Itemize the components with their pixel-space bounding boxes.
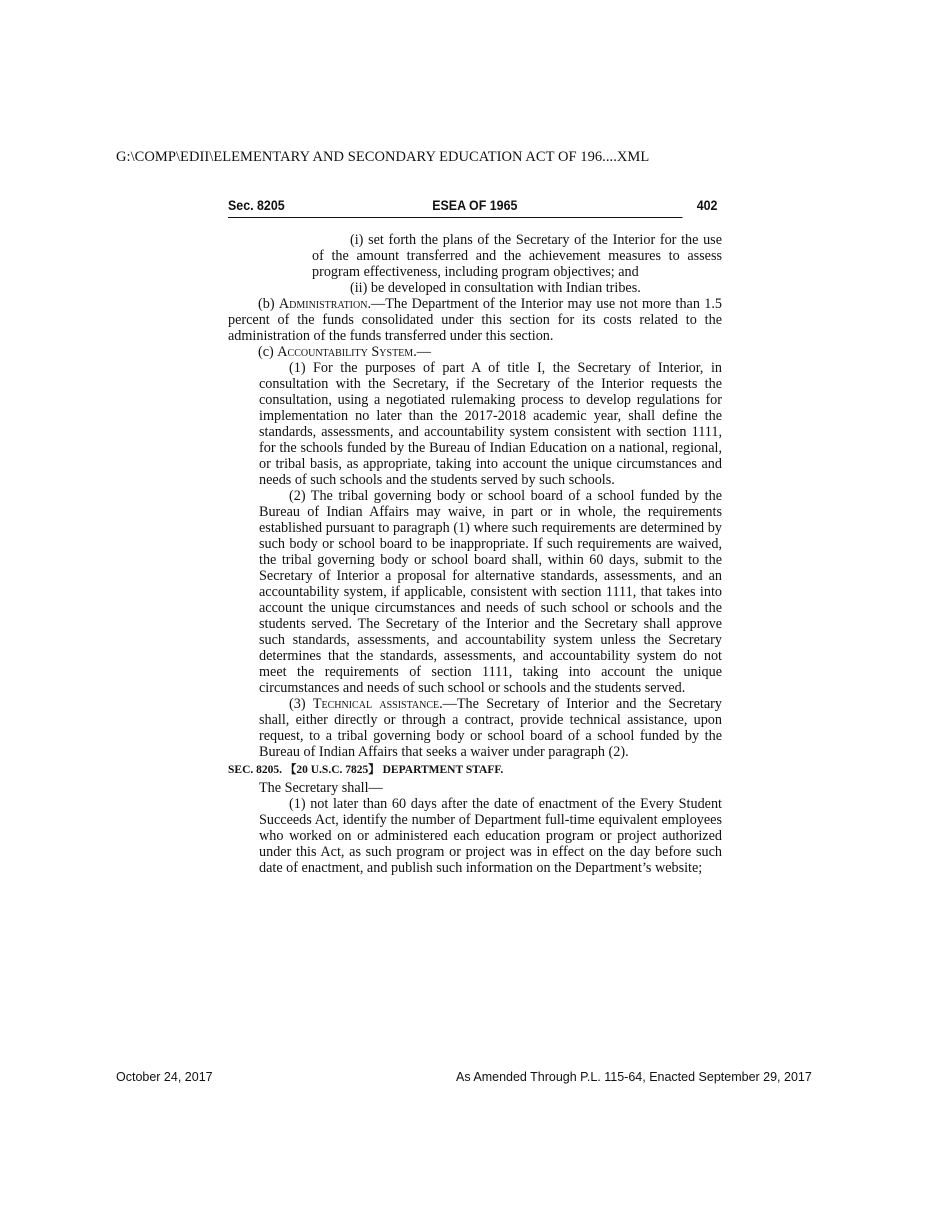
section-intro: The Secretary shall— — [259, 780, 383, 796]
paragraph-c3 — [259, 696, 722, 760]
running-header — [228, 197, 718, 218]
subsection-b-heading: Administration — [278, 296, 368, 312]
subsection-c — [228, 344, 722, 360]
paragraph-c3-label: (3) — [289, 696, 313, 712]
paragraph-c1: (1) For the purposes of part A of title I, the Secretary of Interior, in consultation with the Secretary, if the Secretary of the Interior requests the consultation, using a negotiated rulemaking process to develop regulations for implementation no later than the 2017-2018 academic year, shall define the standards, assessments, and accountability system consistent with section 1111, for the schools funded by the Bureau of Indian Education on a national, regional, or tribal basis, as appropriate, taking into account the unique circumstances and needs of such schools and the students served by such schools. — [259, 360, 722, 488]
footer-amended: As Amended Through P.L. 115-64, Enacted September 29, 2017 — [456, 1070, 812, 1084]
document-body — [228, 232, 722, 876]
paragraph-c2: (2) The tribal governing body or school board of a school funded by the Bureau of Indian Affairs may waive, in part or in whole, the requirements established pursuant to paragraph (1) where such requirements are determined by such body or school board to be inappropriate. If such requirements are waived, the tribal governing body or school board shall, within 60 days, submit to the Secretary of Interior a proposal for alternative standards, assessments, and an accountability system, if applicable, consistent with section 1111, that takes into account the unique circumstances and needs of such school or schools and the students served. The Secretary of the Interior and the Secretary shall approve such standards, assessments, and accountability system unless the Secretary determines that the standards, assessments, and accountability system do not meet the requirements of section 1111, taking into account the unique circumstances and needs of such school or schools and the students served. — [259, 488, 722, 696]
paragraph-c3-heading: Technical assistance — [312, 696, 440, 712]
subsection-b — [228, 296, 722, 344]
subsection-c-suffix: .— — [413, 344, 431, 360]
subsection-c-label: (c) — [258, 344, 278, 360]
subsection-b-text: .—The Department of the Interior may use not more than 1.5 percent of the funds consolidated under this section for its costs related to the administration of the funds transferred under this section. — [228, 296, 722, 344]
paragraph-c3-text: .—The Secretary of Interior and the Secretary shall, either directly or through a contract, provide technical assistance, upon request, to a tribal governing body or school board of a school funded by the Bureau of Indian Affairs that seeks a waiver under paragraph (2). — [259, 696, 722, 760]
subsection-b-label: (b) — [258, 296, 279, 312]
clause-i: (i) set forth the plans of the Secretary of the Interior for the use of the amount transferred and the achievement measures to assess program effectiveness, including program objectives; and — [312, 232, 722, 280]
file-path: G:\COMP\EDII\ELEMENTARY AND SECONDARY EDUCATION ACT OF 196....XML — [116, 149, 650, 165]
header-page-number: 402 — [696, 198, 718, 213]
clause-ii: (ii) be developed in consultation with Indian tribes. — [350, 280, 641, 296]
section-heading: SEC. 8205. 【20 U.S.C. 7825】 DEPARTMENT STAFF. — [228, 764, 504, 776]
header-title: ESEA OF 1965 — [432, 198, 518, 213]
section-item-1: (1) not later than 60 days after the date of enactment of the Every Student Succeeds Act, identify the number of Department full-time equivalent employees who worked on or administered each education program or project authorized under this Act, as such program or project was in effect on the day before such date of enactment, and publish such information on the Department’s website; — [259, 796, 722, 876]
header-section: Sec. 8205 — [228, 198, 285, 213]
subsection-c-heading: Accountability System — [277, 344, 414, 360]
footer-date: October 24, 2017 — [116, 1070, 213, 1084]
